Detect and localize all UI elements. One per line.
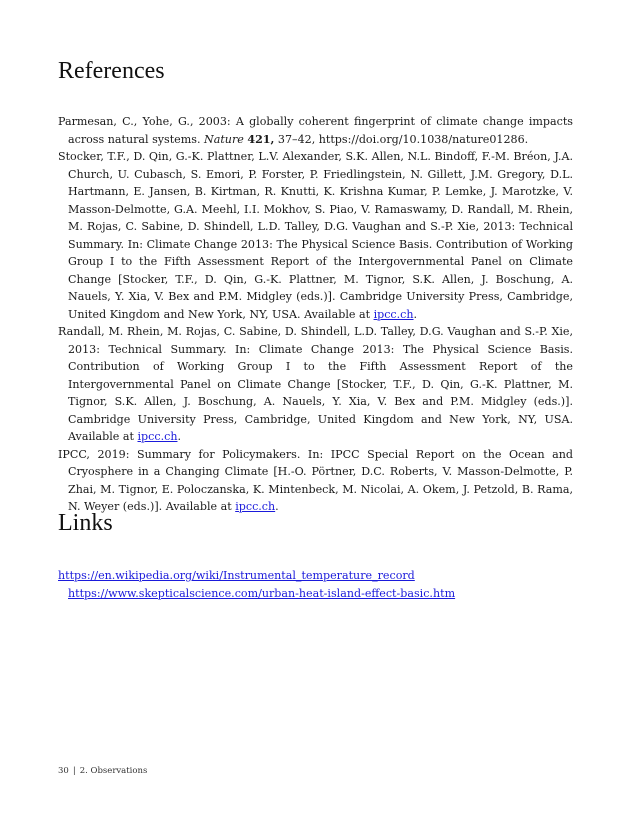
reference-item (58, 446, 573, 516)
links-list (58, 567, 573, 602)
page-number: 30 (58, 766, 69, 776)
reference-text: Stocker, T.F., D. Qin, G.-K. Plattner, L.V. Alexander, S.K. Allen, N.L. Bindoff, F.-M. Bréon, J.A. Church, U. Cubasch, S. Emori, P. Forster, P. Friedlingstein, N. Gillett, J.M. Gregory, D.L. Hartmann, E. Jansen, B. Kirtman, R. Knutti, K. Krishna Kumar, P. Lemke, J. Marotzke, V. Masson-Delmotte, G.A. Meehl, I.I. Mokhov, S. Piao, V. Ramaswamy, D. Randall, M. Rhein, M. Rojas, C. Sabine, D. Shindell, L.D. Talley, D.G. Vaughan and S.-P. Xie, 2013: Technical Summary. In: Climate Change 2013: The Physical Science Basis. Contribution of Working Group I to the Fifth Assessment Report of the Intergovernmental Panel on Climate Change [Stocker, T.F., D. Qin, G.-K. Plattner, M. Tignor, S.K. Allen, J. Boschung, A. Nauels, Y. Xia, V. Bex and P.M. Midgley (eds.)]. Cambridge University Press, Cambridge, United Kingdom and New York, NY, USA. Available at (58, 150, 573, 321)
journal-volume: 421, (247, 132, 275, 146)
reference-item (58, 148, 573, 323)
ipcc-link[interactable]: ipcc.ch (137, 430, 178, 443)
reference-end: . (275, 500, 279, 513)
section-title: 2. Observations (79, 766, 148, 776)
reference-pages: 37–42, https://doi.org/10.1038/nature01286. (274, 132, 529, 146)
page-footer (58, 766, 147, 776)
reference-end: . (177, 430, 181, 443)
journal-name: Nature (204, 132, 244, 146)
references-heading: References (58, 58, 165, 84)
reference-item (58, 113, 573, 148)
ipcc-link[interactable]: ipcc.ch (235, 500, 276, 513)
ipcc-link[interactable]: ipcc.ch (373, 307, 414, 321)
skepticalscience-link[interactable]: https://www.skepticalscience.com/urban-heat-island-effect-basic.htm (68, 586, 456, 600)
references-list (58, 113, 573, 516)
reference-end: . (413, 307, 418, 321)
reference-text: Randall, M. Rhein, M. Rojas, C. Sabine, D. Shindell, L.D. Talley, D.G. Vaughan and S.-P. Xie, 2013: Technical Summary. In: Climate Change 2013: The Physical Science Basis. Contribution of Working Group I to the Fifth Assessment Report of the Intergovernmental Panel on Climate Change [Stocker, T.F., D. Qin, G.-K. Plattner, M. Tignor, S.K. Allen, J. Boschung, A. Nauels, Y. Xia, V. Bex and P.M. Midgley (eds.)]. Cambridge University Press, Cambridge, United Kingdom and New York, NY, USA. Available at (58, 325, 573, 443)
reference-text: Parmesan, C., Yohe, G., 2003: A globally coherent fingerprint of climate change impacts across natural systems. (58, 115, 573, 146)
reference-item (58, 323, 573, 446)
wikipedia-link[interactable]: https://en.wikipedia.org/wiki/Instrumental_temperature_record (58, 569, 415, 582)
reference-text: IPCC, 2019: Summary for Policymakers. In: IPCC Special Report on the Ocean and Cryosphere in a Changing Climate [H.-O. Pörtner, D.C. Roberts, V. Masson-Delmotte, P. Zhai, M. Tignor, E. Poloczanska, K. Mintenbeck, M. Nicolai, A. Okem, J. Petzold, B. Rama, N. Weyer (eds.)]. Available at (58, 447, 573, 513)
links-heading: Links (58, 510, 113, 536)
footer-separator: | (72, 766, 76, 776)
